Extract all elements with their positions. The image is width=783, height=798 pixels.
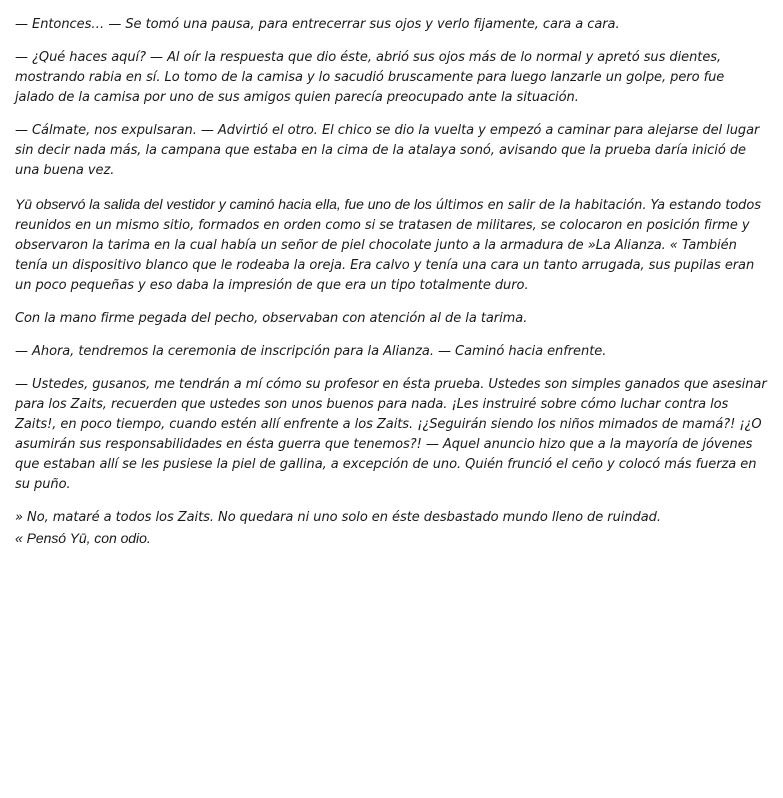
paragraph-4-lead: Yū observó la salida del vestidor y caminó hacia ella, fue uno de los bbox=[15, 196, 432, 212]
paragraph-8 bbox=[15, 508, 767, 548]
paragraph-4 bbox=[15, 194, 767, 296]
paragraph-8-closing: « Pensó Yū, con odio. bbox=[15, 530, 151, 546]
paragraph-2: — ¿Qué haces aquí? — Al oír la respuesta que dio éste, abrió sus ojos más de lo normal y apretó sus dientes, mostrando rabia en sí. Lo tomo de la camisa y lo sacudió bruscamente para luego lanzarle un golpe, pero fue jalado de la camisa por uno de sus amigos quien parecía preocupado ante la situación. bbox=[15, 50, 725, 105]
paragraph-4-rest: últimos en salir de la habitación. Ya estando todos reunidos en un mismo sitio, formados en orden como si se tratasen de militares, se colocaron en posición firme y observaron la tarima en la cual había un señor de piel chocolate junto a la armadura de »La Alianza. « También tenía un dispositivo blanco que le rodeaba la oreja. Era calvo y tenía una cara un tanto arrugada, sus pupilas eran un poco pequeñas y eso daba la impresión de que era un tipo totalmente duro. bbox=[15, 198, 761, 293]
paragraph-3: — Cálmate, nos expulsaran. — Advirtió el otro. El chico se dio la vuelta y empezó a caminar para alejarse del lugar sin decir nada más, la campana que estaba en la cima de la atalaya sonó, avisando que la prueba daría inició de una buena vez. bbox=[15, 123, 760, 178]
document-body bbox=[15, 15, 767, 548]
paragraph-6: — Ahora, tendremos la ceremonia de inscripción para la Alianza. — Caminó hacia enfrente. bbox=[15, 344, 607, 359]
paragraph-7: — Ustedes, gusanos, me tendrán a mí cómo su profesor en ésta prueba. Ustedes son simples ganados que asesinar para los Zaits, recuerden que ustedes son unos buenos para nada. ¡Les instruiré sobre cómo luchar contra los Zaits!, en poco tiempo, cuando estén allí enfrente a los Zaits. ¡¿Seguirán siendo los niños mimados de mamá?! ¡¿O asumirán sus responsabilidades en ésta guerra que tenemos?! — Aquel anuncio hizo que a la mayoría de jóvenes que estaban allí se les pusiese la piel de gallina, a excepción de uno. Quién frunció el ceño y colocó más fuerza en su puño. bbox=[15, 377, 767, 492]
paragraph-8-thought: » No, mataré a todos los Zaits. No quedara ni uno solo en éste desbastado mundo lleno de ruindad. bbox=[15, 510, 661, 525]
paragraph-1: — Entonces… — Se tomó una pausa, para entrecerrar sus ojos y verlo fijamente, cara a cara. bbox=[15, 17, 620, 32]
paragraph-5: Con la mano firme pegada del pecho, observaban con atención al de la tarima. bbox=[15, 311, 528, 326]
